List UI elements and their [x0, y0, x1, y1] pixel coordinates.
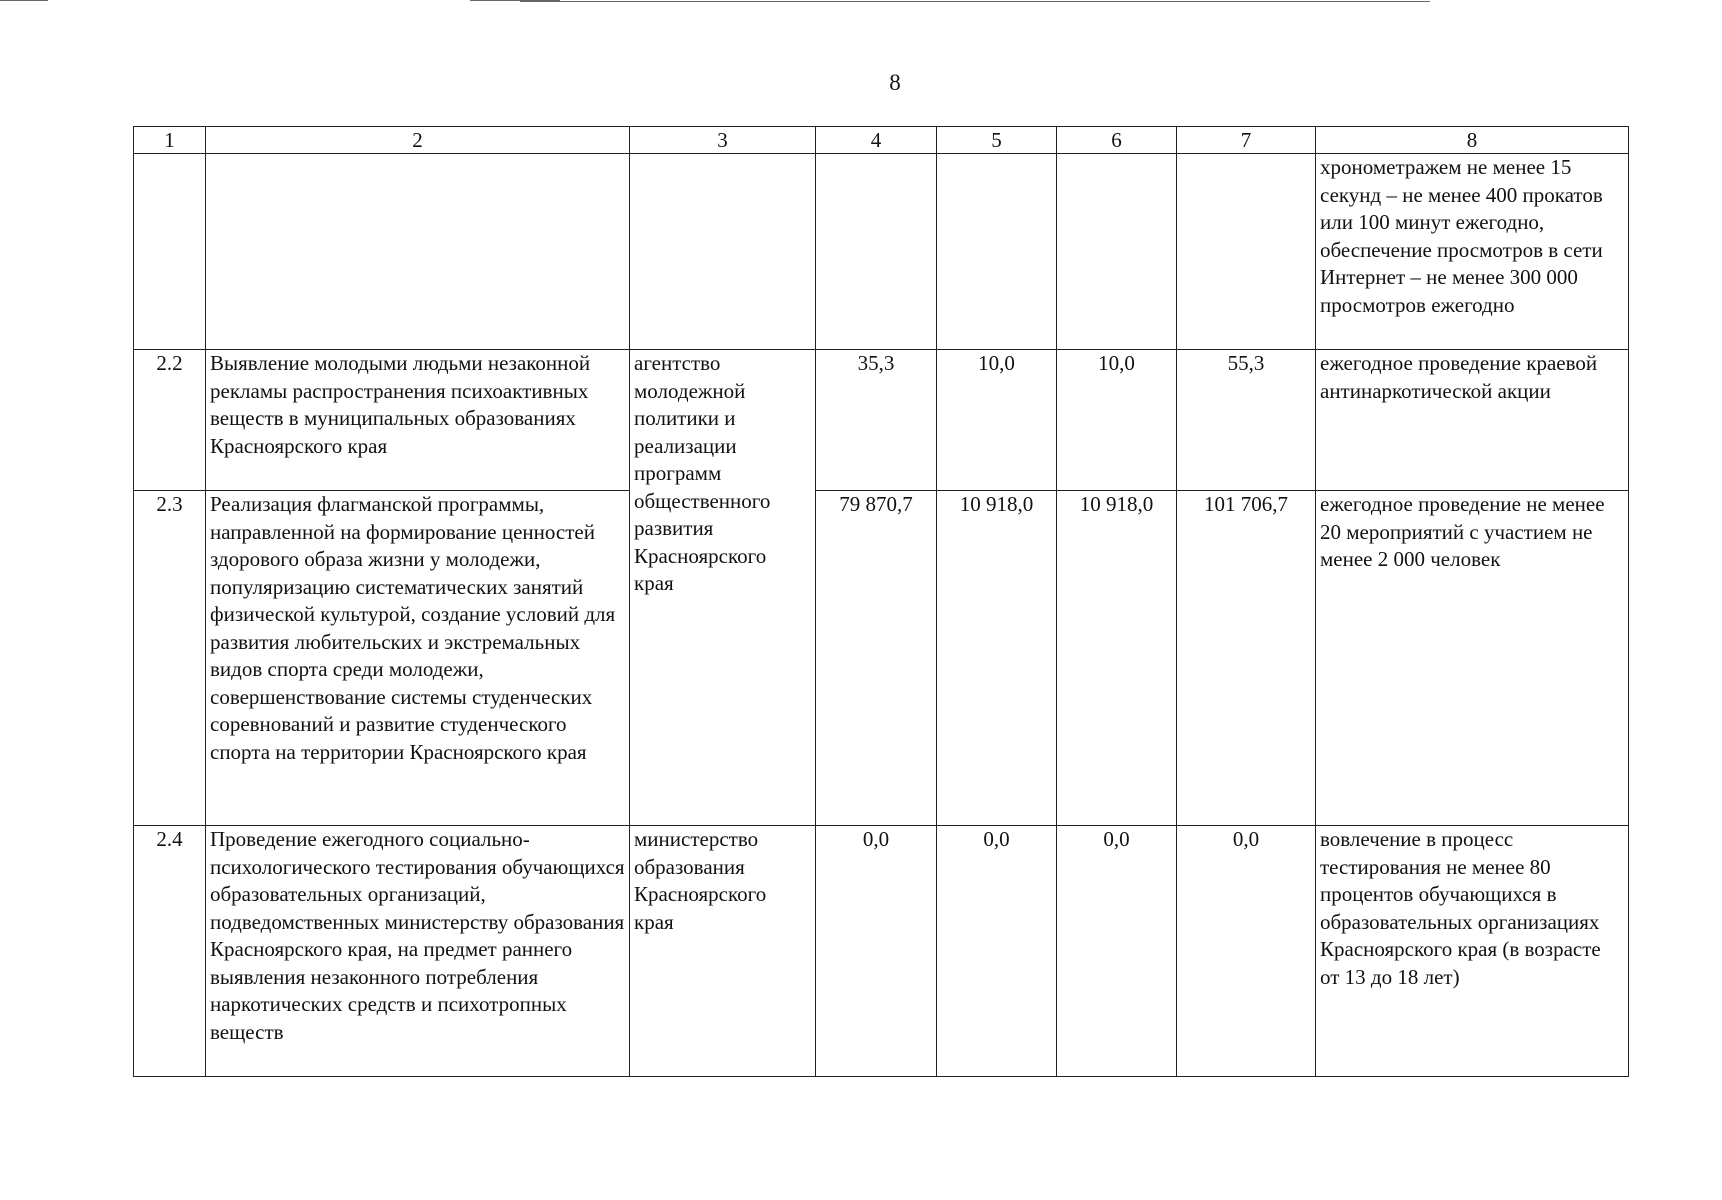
executor-merged: агентство молодежной политики и реализации программ общественного развития Красноярского края	[630, 350, 816, 826]
value-col-7: 0,0	[1177, 826, 1316, 1077]
value-col-7: 101 706,7	[1177, 491, 1316, 826]
value-col-5: 10,0	[937, 350, 1057, 491]
header-col-1: 1	[134, 127, 206, 154]
activity-name: Проведение ежегодного социально-психологического тестирования обучающихся образовательных организаций, подведомственных министерству образования Красноярского края, на предмет раннего выявления незаконного потребления наркотических средств и психотропных веществ	[206, 826, 630, 1077]
value-col-6: 10 918,0	[1057, 491, 1177, 826]
top-scan-line	[0, 0, 1722, 3]
table-row	[134, 350, 1629, 491]
activity-name: Выявление молодыми людьми незаконной рекламы распространения психоактивных веществ в муниципальных образованиях Красноярского края	[206, 350, 630, 491]
header-col-2: 2	[206, 127, 630, 154]
value-col-6: 0,0	[1057, 826, 1177, 1077]
value-col-4: 0,0	[816, 826, 937, 1077]
table-row	[134, 826, 1629, 1077]
expected-result: ежегодное проведение не менее 20 мероприятий с участием не менее 2 000 человек	[1316, 491, 1629, 826]
expected-result: вовлечение в процесс тестирования не менее 80 процентов обучающихся в образовательных организациях Красноярского края (в возрасте от 13 до 18 лет)	[1316, 826, 1629, 1077]
expected-result: ежегодное проведение краевой антинаркотической акции	[1316, 350, 1629, 491]
value-col-4: 35,3	[816, 350, 937, 491]
value-col-4: 79 870,7	[816, 491, 937, 826]
page-number: 8	[889, 70, 901, 95]
executor: министерство образования Красноярского края	[630, 826, 816, 1077]
header-row	[134, 127, 1629, 154]
continuation-result: хронометражем не менее 15 секунд – не менее 400 прокатов или 100 минут ежегодно, обеспечение просмотров в сети Интернет – не менее 300 000 просмотров ежегодно	[1316, 154, 1629, 350]
header-col-8: 8	[1316, 127, 1629, 154]
header-col-3: 3	[630, 127, 816, 154]
value-col-6: 10,0	[1057, 350, 1177, 491]
row-number: 2.3	[134, 491, 206, 826]
header-col-5: 5	[937, 127, 1057, 154]
program-activities-table	[133, 126, 1629, 1077]
value-col-5: 10 918,0	[937, 491, 1057, 826]
row-number: 2.2	[134, 350, 206, 491]
header-col-4: 4	[816, 127, 937, 154]
row-number: 2.4	[134, 826, 206, 1077]
header-col-6: 6	[1057, 127, 1177, 154]
value-col-5: 0,0	[937, 826, 1057, 1077]
value-col-7: 55,3	[1177, 350, 1316, 491]
header-col-7: 7	[1177, 127, 1316, 154]
activity-name: Реализация флагманской программы, направленной на формирование ценностей здорового образа жизни у молодежи, популяризацию систематических занятий физической культурой, создание условий для развития любительских и экстремальных видов спорта среди молодежи, совершенствование системы студенческих соревнований и развитие студенческого спорта на территории Красноярского края	[206, 491, 630, 826]
table-row	[134, 491, 1629, 826]
table-row-continuation	[134, 154, 1629, 350]
